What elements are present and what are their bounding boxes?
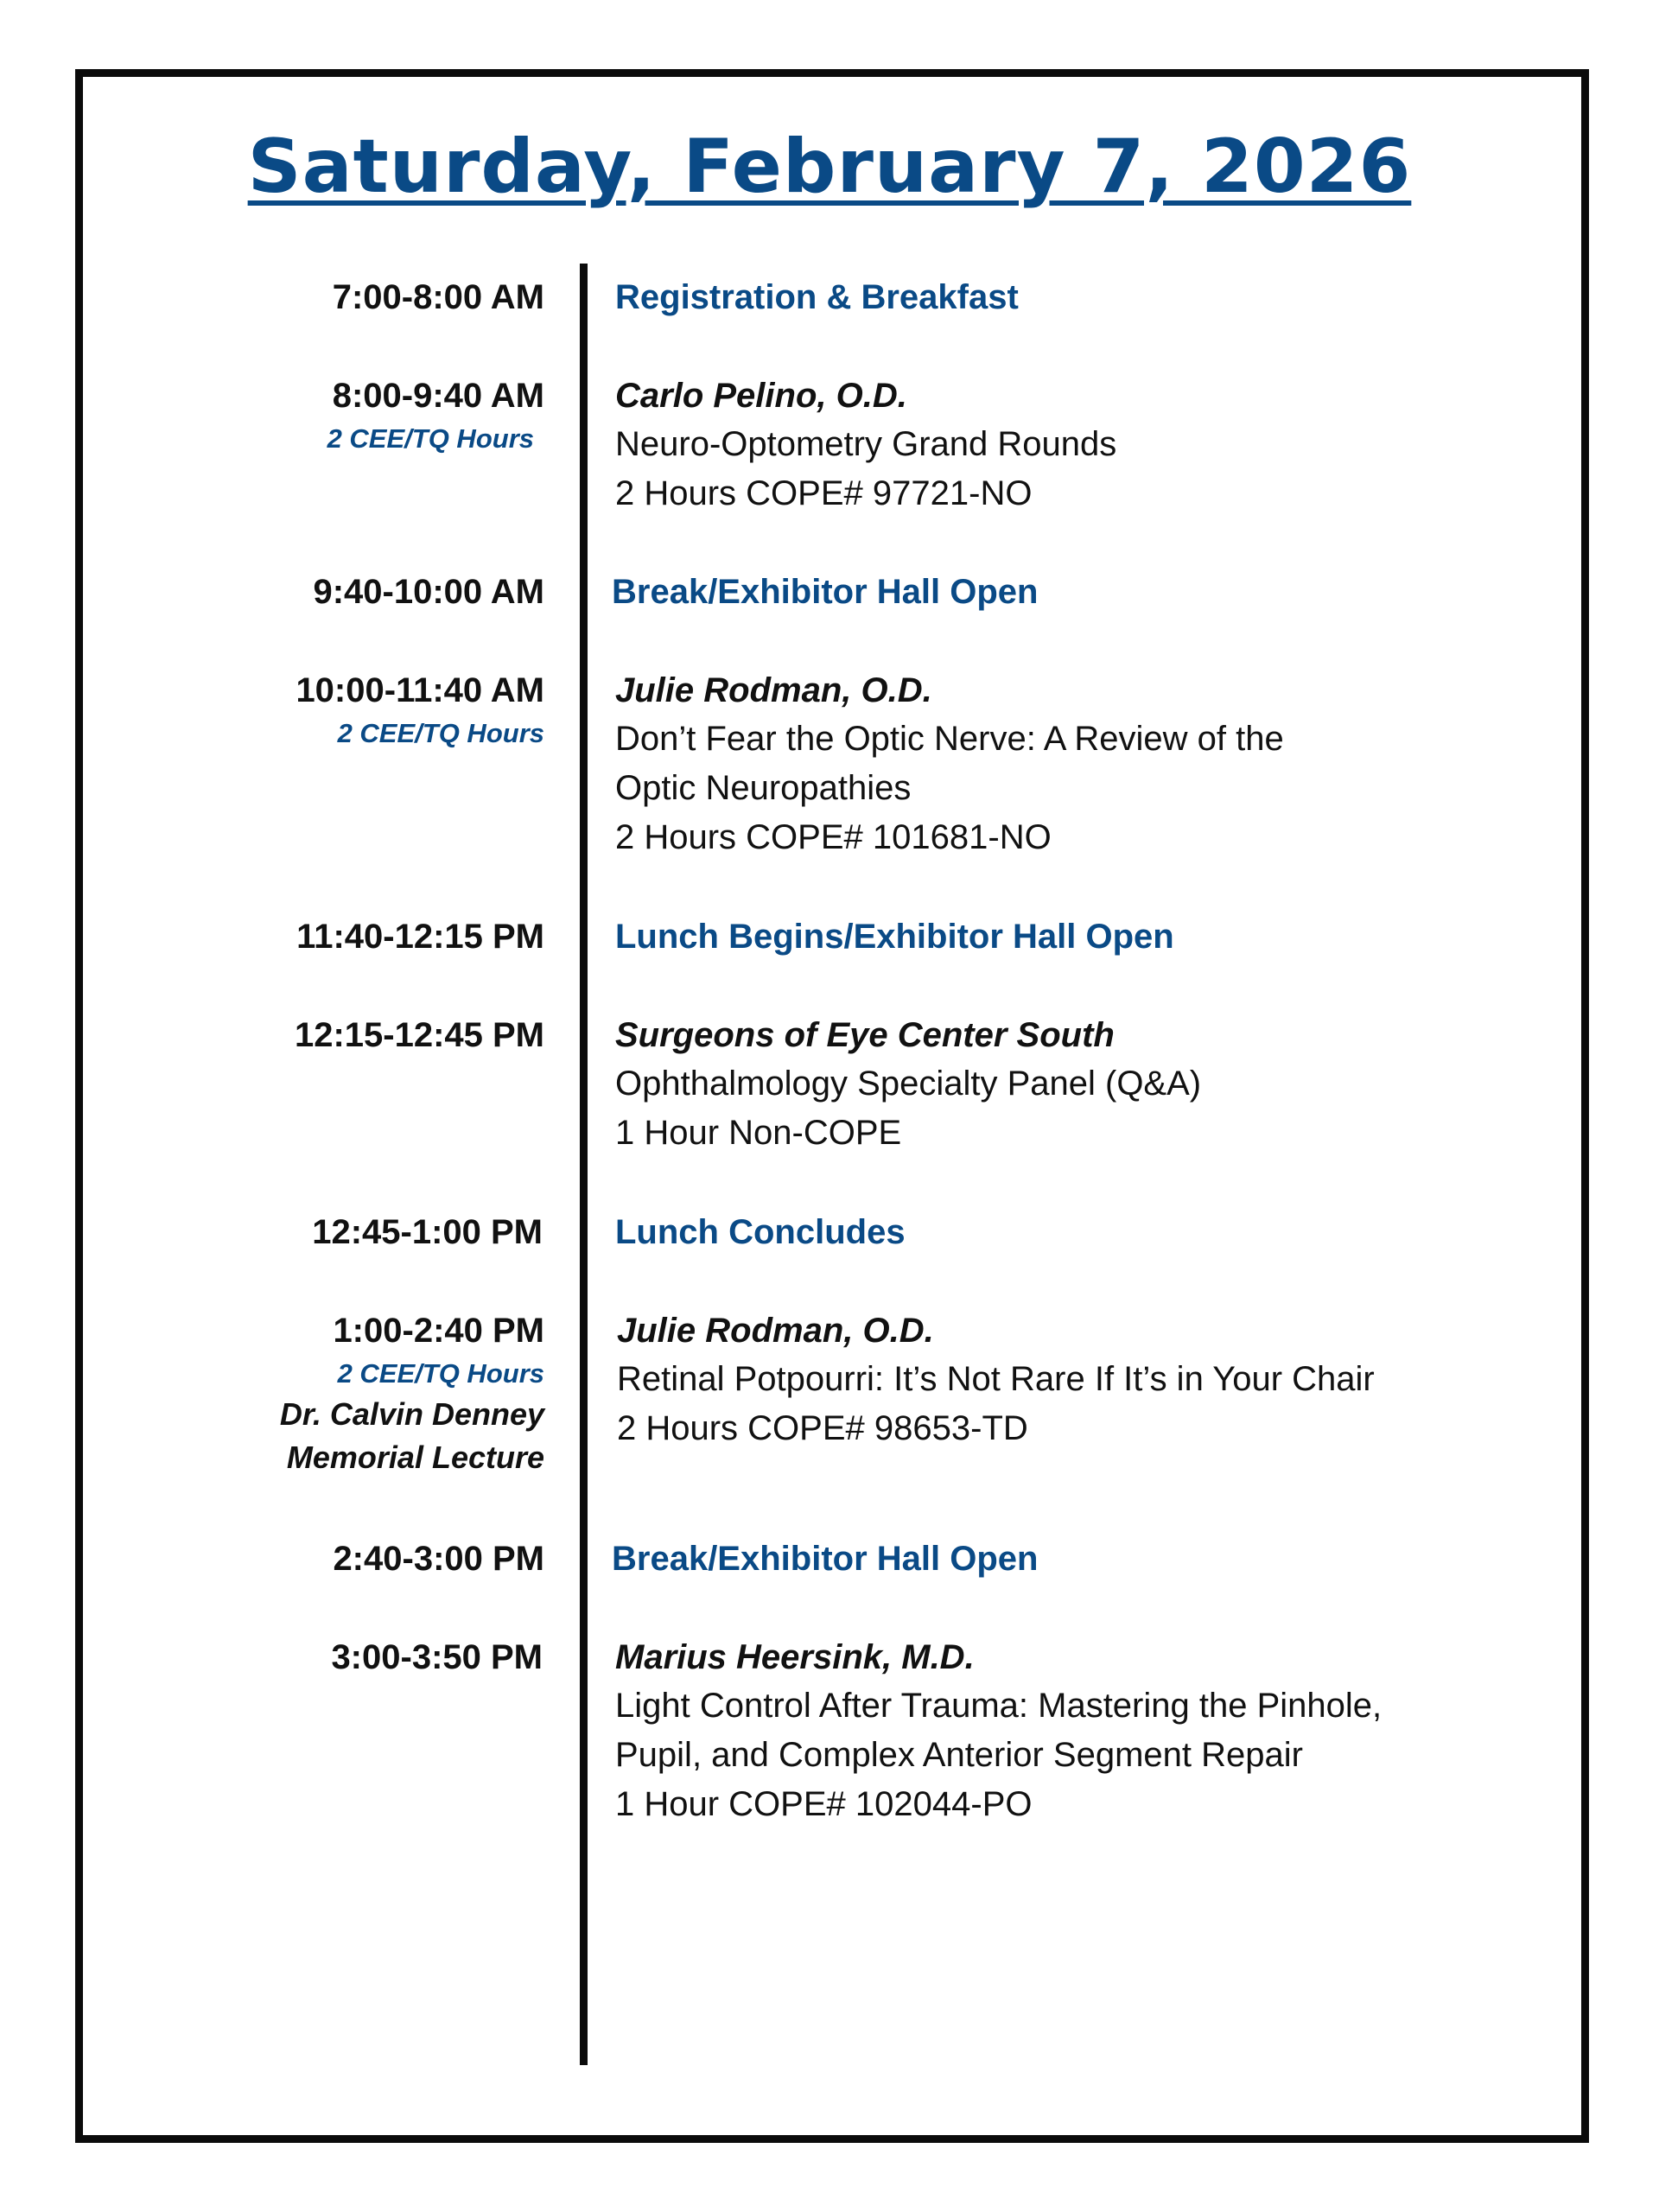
entry-description: Retinal Potpourri: It’s Not Rare If It’s in Your Chair: [617, 1360, 1375, 1398]
memorial-lecture-label: Dr. Calvin Denney: [279, 1396, 544, 1432]
entry-event: Lunch Concludes: [615, 1213, 906, 1251]
entry-event: Lunch Begins/Exhibitor Hall Open: [615, 918, 1174, 956]
entry-time: 12:45-1:00 PM: [312, 1213, 543, 1251]
entry-description: Don’t Fear the Optic Nerve: A Review of the: [615, 720, 1284, 758]
entry-event: Break/Exhibitor Hall Open: [612, 1540, 1039, 1578]
entry-time: 11:40-12:15 PM: [296, 918, 544, 956]
entry-cee-hours: 2 CEE/TQ Hours: [337, 718, 544, 748]
entry-credit: 1 Hour Non-COPE: [615, 1114, 902, 1152]
entry-time: 3:00-3:50 PM: [331, 1638, 543, 1676]
entry-credit: 2 Hours COPE# 98653-TD: [617, 1409, 1028, 1447]
entry-time: 12:15-12:45 PM: [294, 1016, 544, 1054]
page-title: Saturday, February 7, 2026: [247, 124, 1412, 210]
entry-time: 2:40-3:00 PM: [333, 1540, 544, 1578]
entry-cee-hours: 2 CEE/TQ Hours: [327, 423, 534, 454]
entry-time: 1:00-2:40 PM: [333, 1312, 544, 1350]
entry-time: 10:00-11:40 AM: [296, 671, 544, 709]
entry-description: Light Control After Trauma: Mastering the Pinhole,: [615, 1687, 1382, 1725]
entry-time: 7:00-8:00 AM: [332, 278, 544, 316]
timeline-divider: [580, 264, 588, 2065]
entry-description: Optic Neuropathies: [615, 769, 912, 807]
entry-speaker: Julie Rodman, O.D.: [617, 1312, 934, 1350]
entry-description: Pupil, and Complex Anterior Segment Repair: [615, 1736, 1303, 1774]
entry-time: 8:00-9:40 AM: [332, 377, 544, 415]
entry-event: Registration & Breakfast: [615, 278, 1019, 316]
entry-credit: 1 Hour COPE# 102044-PO: [615, 1785, 1033, 1823]
entry-speaker: Marius Heersink, M.D.: [615, 1638, 975, 1676]
entry-speaker: Julie Rodman, O.D.: [615, 671, 932, 709]
entry-time: 9:40-10:00 AM: [313, 573, 544, 611]
entry-event: Break/Exhibitor Hall Open: [612, 573, 1039, 611]
entry-description: Ophthalmology Specialty Panel (Q&A): [615, 1065, 1202, 1103]
entry-cee-hours: 2 CEE/TQ Hours: [337, 1358, 544, 1389]
memorial-lecture-label: Memorial Lecture: [286, 1440, 544, 1475]
entry-speaker: Carlo Pelino, O.D.: [615, 377, 907, 415]
entry-speaker: Surgeons of Eye Center South: [615, 1016, 1115, 1054]
entry-credit: 2 Hours COPE# 97721-NO: [615, 474, 1033, 512]
entry-description: Neuro-Optometry Grand Rounds: [615, 425, 1117, 463]
entry-credit: 2 Hours COPE# 101681-NO: [615, 818, 1052, 856]
